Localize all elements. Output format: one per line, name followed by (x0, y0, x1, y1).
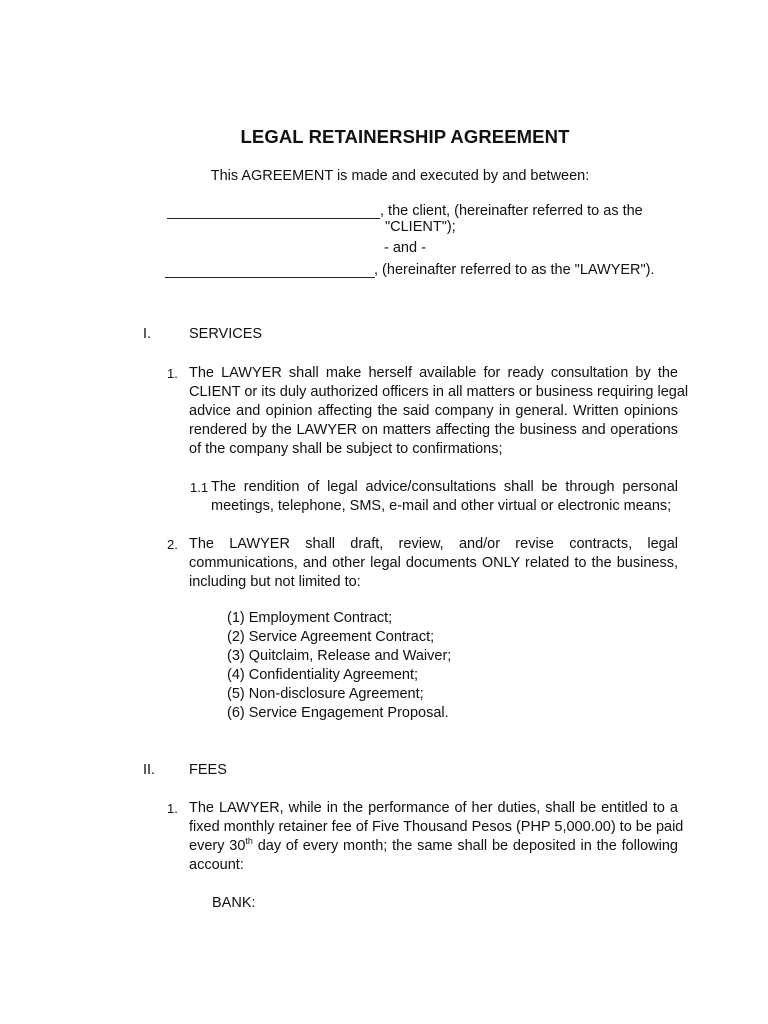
section-heading-services: SERVICES (189, 326, 263, 342)
bank-label: BANK: (212, 895, 256, 911)
client-party-text-cont: "CLIENT"); (385, 219, 456, 235)
paragraph-line: account: (189, 857, 244, 873)
list-item (227, 610, 392, 626)
list-label: (2) (227, 629, 245, 645)
ordinal-suffix: th (245, 836, 253, 846)
list-text: Service Engagement Proposal. (248, 705, 449, 721)
list-item (227, 648, 451, 664)
sub-item-number: 1.1 (190, 480, 209, 495)
fees-paragraph-1 (189, 799, 684, 875)
paragraph-line: communications, and other legal documents ONLY related to the business, (189, 555, 678, 571)
list-text: Service Agreement Contract; (248, 629, 435, 645)
paragraph-line: The LAWYER, while in the performance of her duties, shall be entitled to a (189, 800, 678, 816)
paragraph-line: including but not limited to: (189, 574, 361, 590)
list-label: (3) (227, 648, 245, 664)
paragraph-line-with-ordinal (189, 837, 678, 856)
services-subparagraph-1-1 (211, 478, 678, 516)
list-item (227, 629, 434, 645)
list-text: Quitclaim, Release and Waiver; (248, 648, 452, 664)
list-item (227, 686, 424, 702)
services-paragraph-2 (189, 535, 678, 592)
section-numeral-1: I. (143, 326, 152, 342)
list-item (227, 667, 418, 683)
list-text: Employment Contract; (248, 610, 393, 626)
paragraph-line: advice and opinion affecting the said company in general. Written opinions (189, 403, 678, 419)
lawyer-party-text: , (hereinafter referred to as the "LAWYER"). (374, 262, 655, 278)
paragraph-line: The LAWYER shall make herself available for ready consultation by the (189, 365, 678, 381)
item-number: 1. (167, 801, 178, 816)
list-label: (1) (227, 610, 245, 626)
paragraph-line: fixed monthly retainer fee of Five Thousand Pesos (PHP 5,000.00) to be paid (189, 819, 684, 835)
item-number: 1. (167, 366, 178, 381)
paragraph-line: CLIENT or its duly authorized officers in all matters or business requiring legal (189, 384, 689, 400)
paragraph-line: meetings, telephone, SMS, e-mail and other virtual or electronic means; (211, 498, 672, 514)
list-item (227, 705, 449, 721)
list-label: (5) (227, 686, 245, 702)
services-paragraph-1 (189, 364, 689, 459)
list-label: (6) (227, 705, 245, 721)
list-label: (4) (227, 667, 245, 683)
ordinal-text: every 30 (189, 838, 246, 854)
paragraph-line: rendered by the LAWYER on matters affecting the business and operations (189, 422, 678, 438)
document-title: LEGAL RETAINERSHIP AGREEMENT (240, 126, 570, 147)
and-separator: - and - (384, 240, 426, 256)
section-heading-fees: FEES (189, 762, 227, 778)
client-party-text: , the client, (hereinafter referred to as the (380, 203, 643, 219)
ordinal-text-cont: day of every month; the same shall be deposited in the following (252, 838, 678, 854)
intro-text: This AGREEMENT is made and executed by and between: (210, 168, 590, 184)
item-number: 2. (167, 537, 178, 552)
list-text: Confidentiality Agreement; (248, 667, 419, 683)
paragraph-line: The rendition of legal advice/consultations shall be through personal (211, 479, 678, 495)
paragraph-line: of the company shall be subject to confirmations; (189, 441, 503, 457)
client-name-blank (167, 218, 380, 219)
list-text: Non-disclosure Agreement; (248, 686, 424, 702)
lawyer-name-blank (165, 277, 375, 278)
paragraph-line: The LAWYER shall draft, review, and/or revise contracts, legal (189, 536, 678, 552)
section-numeral-2: II. (143, 762, 156, 778)
